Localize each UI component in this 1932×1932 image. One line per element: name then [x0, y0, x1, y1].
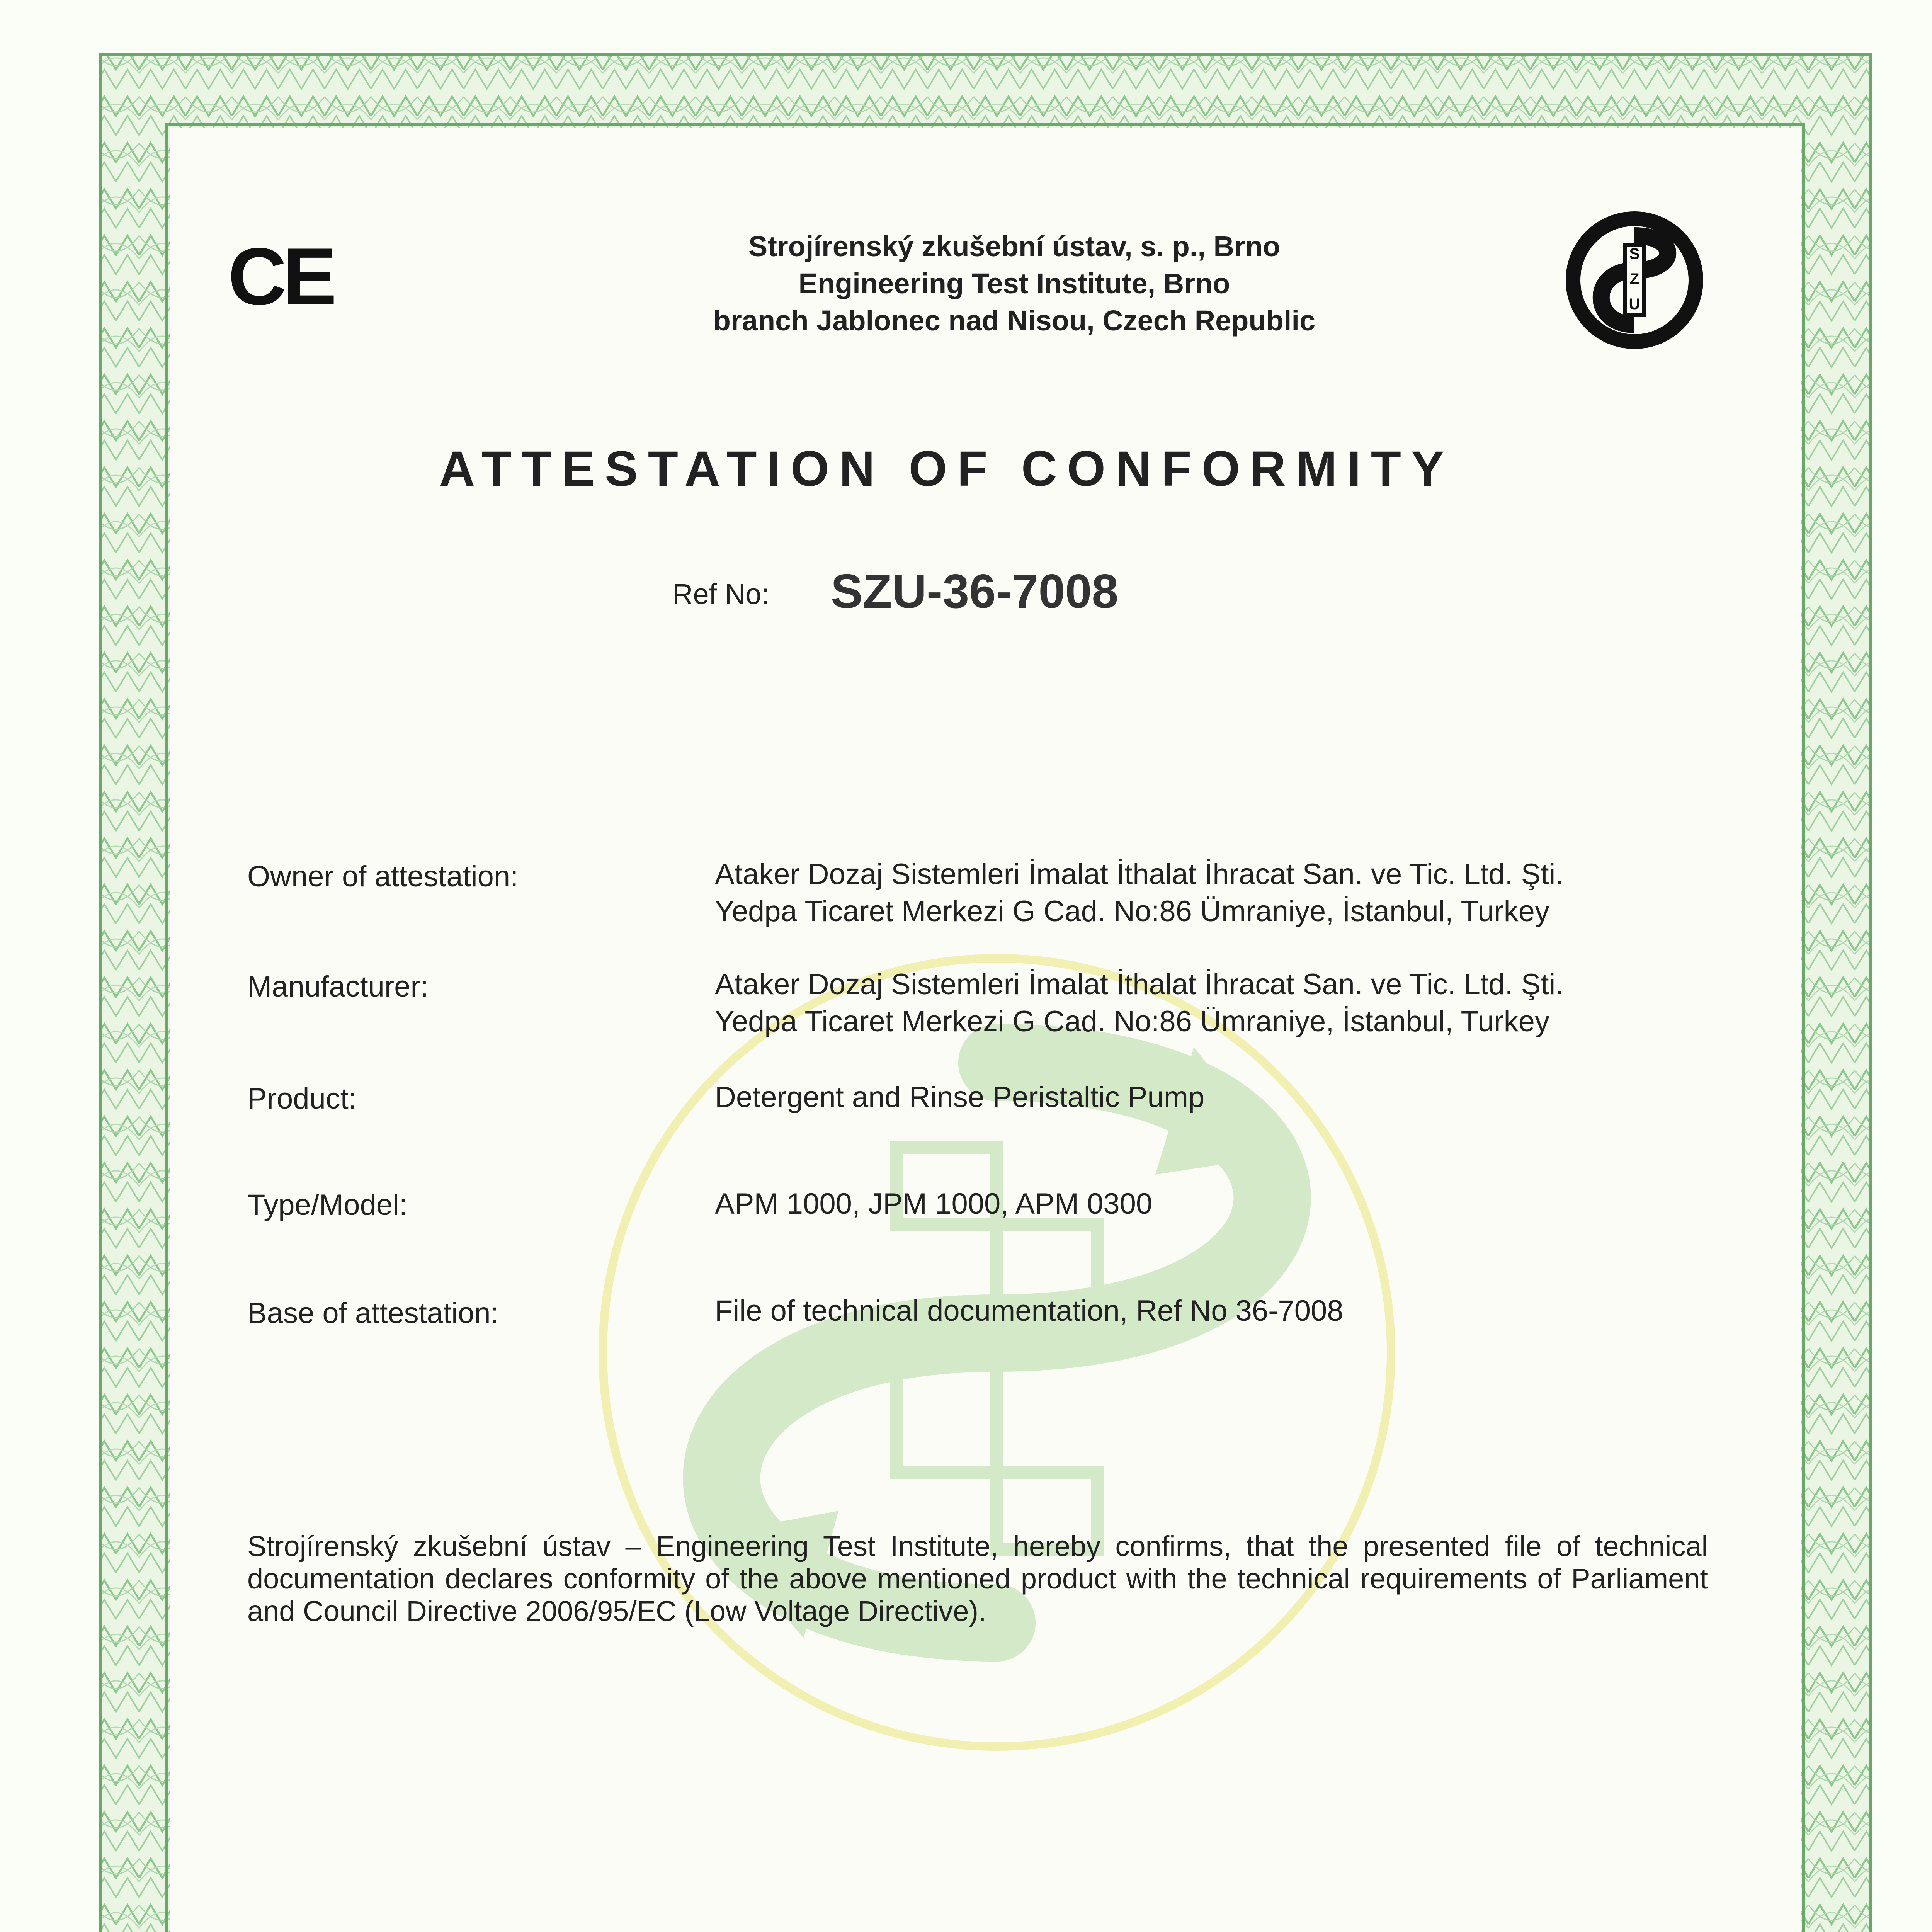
- owner-line-2: Yedpa Ticaret Merkezi G Cad. No:86 Ümraniye, İstanbul, Turkey: [715, 895, 1549, 928]
- base-label: Base of attestation:: [247, 1297, 499, 1330]
- header-line-1: Strojírenský zkušební ústav, s. p., Brno: [748, 230, 1281, 262]
- header-line-3: branch Jablonec nad Nisou, Czech Republic: [713, 304, 1316, 337]
- ce-mark: CE: [228, 231, 333, 322]
- logo-letter-s: S: [1629, 245, 1640, 262]
- owner-line-1: Ataker Dozaj Sistemleri İmalat İthalat İhracat San. ve Tic. Ltd. Şti.: [715, 858, 1564, 891]
- ref-label: Ref No:: [672, 578, 769, 610]
- szu-logo-icon: [1563, 209, 1706, 352]
- ref-number: SZU-36-7008: [831, 565, 1119, 618]
- base-value: File of technical documentation, Ref No 36-7008: [715, 1294, 1344, 1327]
- owner-value: [715, 856, 1563, 930]
- watermark-logo: [437, 908, 1557, 1797]
- model-value: APM 1000, JPM 1000, APM 0300: [715, 1187, 1153, 1220]
- document-title: ATTESTATION OF CONFORMITY: [439, 441, 1454, 497]
- manufacturer-value: [715, 966, 1563, 1040]
- manufacturer-label: Manufacturer:: [247, 970, 429, 1003]
- product-value: Detergent and Rinse Peristaltic Pump: [715, 1081, 1205, 1114]
- model-label: Type/Model:: [247, 1189, 407, 1221]
- logo-letter-u: U: [1629, 296, 1640, 313]
- institute-header: [580, 228, 1449, 339]
- conformity-statement: Strojírenský zkušební ústav – Engineering Test Institute, hereby confirms, that the presented file of technical documentation declares conformity of the above mentioned product with the technical requirements of Parliament and Council Directive 2006/95/EC (Low Voltage Directive).: [247, 1530, 1708, 1627]
- manufacturer-line-2: Yedpa Ticaret Merkezi G Cad. No:86 Ümraniye, İstanbul, Turkey: [715, 1005, 1549, 1038]
- product-label: Product:: [247, 1082, 357, 1115]
- owner-label: Owner of attestation:: [247, 860, 519, 893]
- logo-letter-z: Z: [1629, 270, 1639, 287]
- manufacturer-line-1: Ataker Dozaj Sistemleri İmalat İthalat İhracat San. ve Tic. Ltd. Şti.: [715, 968, 1564, 1001]
- header-line-2: Engineering Test Institute, Brno: [798, 267, 1230, 299]
